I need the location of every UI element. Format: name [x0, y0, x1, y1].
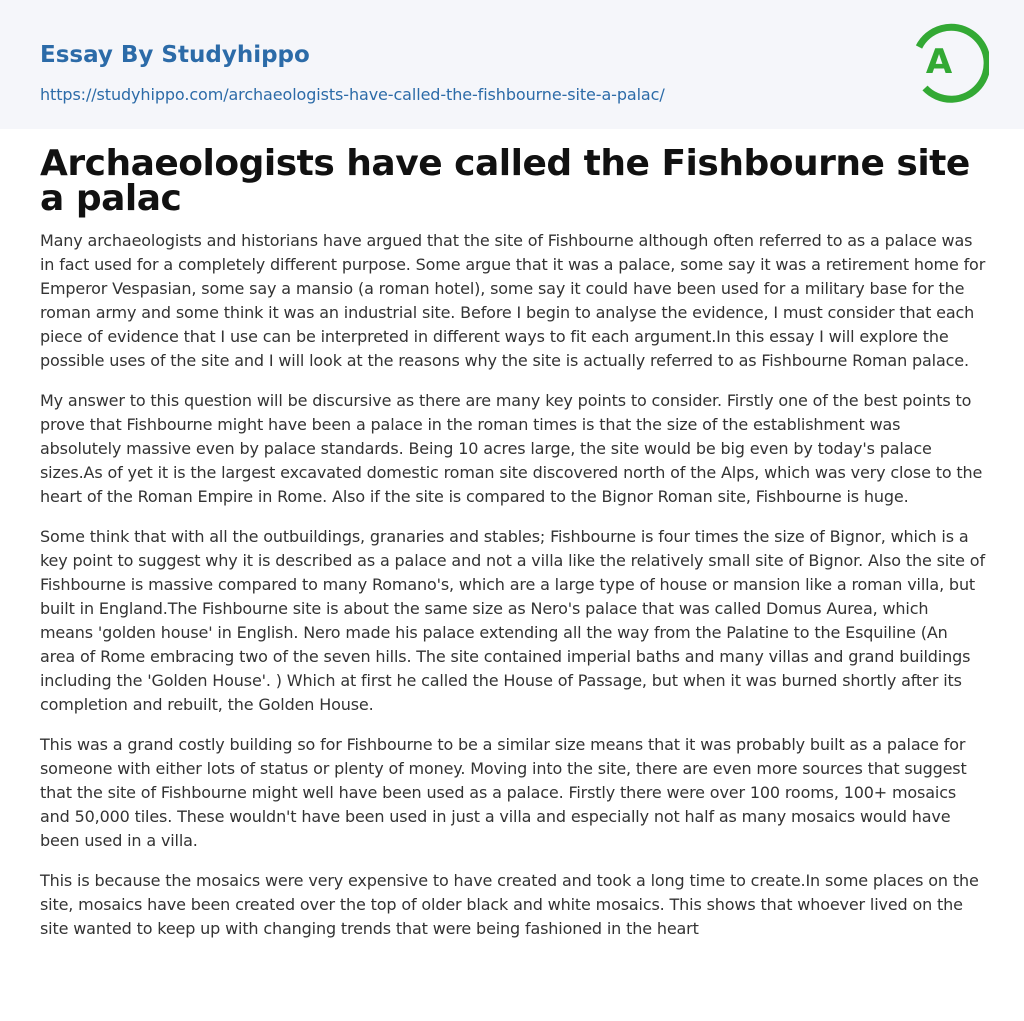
logo-letter: A [925, 42, 953, 82]
article-body [40, 229, 986, 941]
paragraph-2: My answer to this question will be discursive as there are many key points to consider. Firstly one of the best points to prove that Fishbourne might have been a palace in the roman times is that the size of the establishment was absolutely massive even by palace standards. Being 10 acres large, the site would be big even by today's palace sizes.As of yet it is the largest excavated domestic roman site discovered north of the Alps, which was very close to the heart of the Roman Empire in Rome. Also if the site is compared to the Bignor Roman site, Fishbourne is huge. [40, 391, 983, 506]
article-title: Archaeologists have called the Fishbourne site a palac [40, 143, 970, 219]
paragraph-3: Some think that with all the outbuildings, granaries and stables; Fishbourne is four times the size of Bignor, which is a key point to suggest why it is described as a palace and not a villa like the relatively small site of Bignor. Also the site of Fishbourne is massive compared to many Romano's, which are a large type of house or mansion like a roman villa, but built in England.The Fishbourne site is about the same size as Nero's palace that was called Domus Aurea, which means 'golden house' in English. Nero made his palace extending all the way from the Palatine to the Esquiline (An area of Rome embracing two of the seven hills. The site contained imperial baths and many villas and grand buildings including the 'Golden House'. ) Which at first he called the House of Passage, but when it was burned shortly after its completion and rebuilt, the Golden House. [40, 527, 985, 714]
article-content [40, 143, 986, 957]
studyhippo-logo-icon[interactable] [911, 17, 989, 107]
paragraph-5: This is because the mosaics were very expensive to have created and took a long time to create.In some places on the site, mosaics have been created over the top of older black and white mosaics. This shows that whoever lived on the site wanted to keep up with changing trends that were being fashioned in the heart [40, 871, 979, 938]
brand-title[interactable]: Essay By Studyhippo [40, 42, 310, 68]
source-url-link[interactable]: https://studyhippo.com/archaeologists-have-called-the-fishbourne-site-a-palac/ [40, 85, 665, 104]
paragraph-1: Many archaeologists and historians have argued that the site of Fishbourne although often referred to as a palace was in fact used for a completely different purpose. Some argue that it was a palace, some say it was a retirement home for Emperor Vespasian, some say a mansio (a roman hotel), some say it could have been used for a military base for the roman army and some think it was an industrial site. Before I begin to analyse the evidence, I must consider that each piece of evidence that I use can be interpreted in different ways to fit each argument.In this essay I will explore the possible uses of the site and I will look at the reasons why the site is actually referred to as Fishbourne Roman palace. [40, 231, 986, 370]
paragraph-4: This was a grand costly building so for Fishbourne to be a similar size means that it was probably built as a palace for someone with either lots of status or plenty of money. Moving into the site, there are even more sources that suggest that the site of Fishbourne might well have been used as a palace. Firstly there were over 100 rooms, 100+ mosaics and 50,000 tiles. These wouldn't have been used in just a villa and especially not half as many mosaics would have been used in a villa. [40, 735, 967, 850]
site-header [0, 0, 1024, 129]
